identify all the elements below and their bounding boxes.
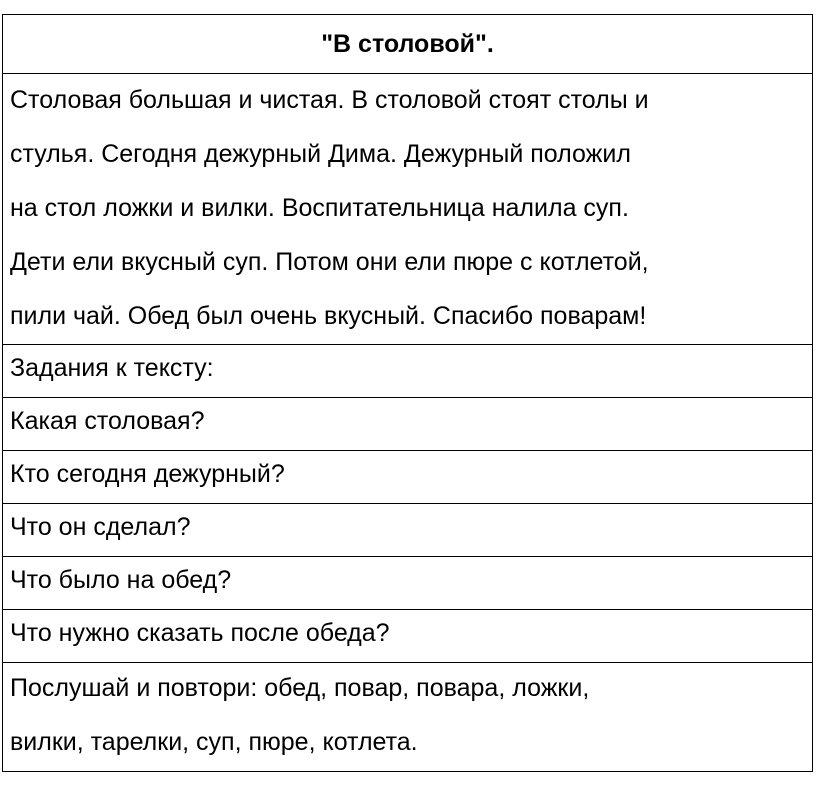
question-row bbox=[3, 398, 813, 451]
story-line: пили чай. Обед был очень вкусный. Спасибо поварам! bbox=[10, 302, 647, 330]
question-item: Что было на обед? bbox=[3, 557, 813, 610]
question-item: Что он сделал? bbox=[3, 504, 813, 557]
story-line: Столовая большая и чистая. В столовой стоят столы и bbox=[10, 86, 649, 114]
listen-repeat-row bbox=[3, 663, 813, 772]
question-row bbox=[3, 557, 813, 610]
question-item: Что нужно сказать после обеда? bbox=[3, 610, 813, 663]
story-line: стулья. Сегодня дежурный Дима. Дежурный положил bbox=[10, 140, 631, 168]
worksheet-table bbox=[2, 14, 813, 772]
tasks-heading: Задания к тексту: bbox=[3, 345, 813, 398]
question-row bbox=[3, 610, 813, 663]
question-row bbox=[3, 451, 813, 504]
worksheet-title: "В столовой". bbox=[3, 15, 813, 74]
title-row bbox=[3, 15, 813, 74]
listen-repeat-line: Послушай и повтори: обед, повар, повара, ложки, bbox=[10, 674, 590, 702]
listen-repeat-line: вилки, тарелки, суп, пюре, котлета. bbox=[10, 728, 418, 756]
question-row bbox=[3, 504, 813, 557]
story-text bbox=[3, 74, 813, 345]
question-item: Какая столовая? bbox=[3, 398, 813, 451]
tasks-heading-row bbox=[3, 345, 813, 398]
listen-repeat-text bbox=[3, 663, 813, 772]
story-line: Дети ели вкусный суп. Потом они ели пюре с котлетой, bbox=[10, 248, 649, 276]
story-line: на стол ложки и вилки. Воспитательница налила суп. bbox=[10, 194, 629, 222]
question-item: Кто сегодня дежурный? bbox=[3, 451, 813, 504]
story-row bbox=[3, 74, 813, 345]
